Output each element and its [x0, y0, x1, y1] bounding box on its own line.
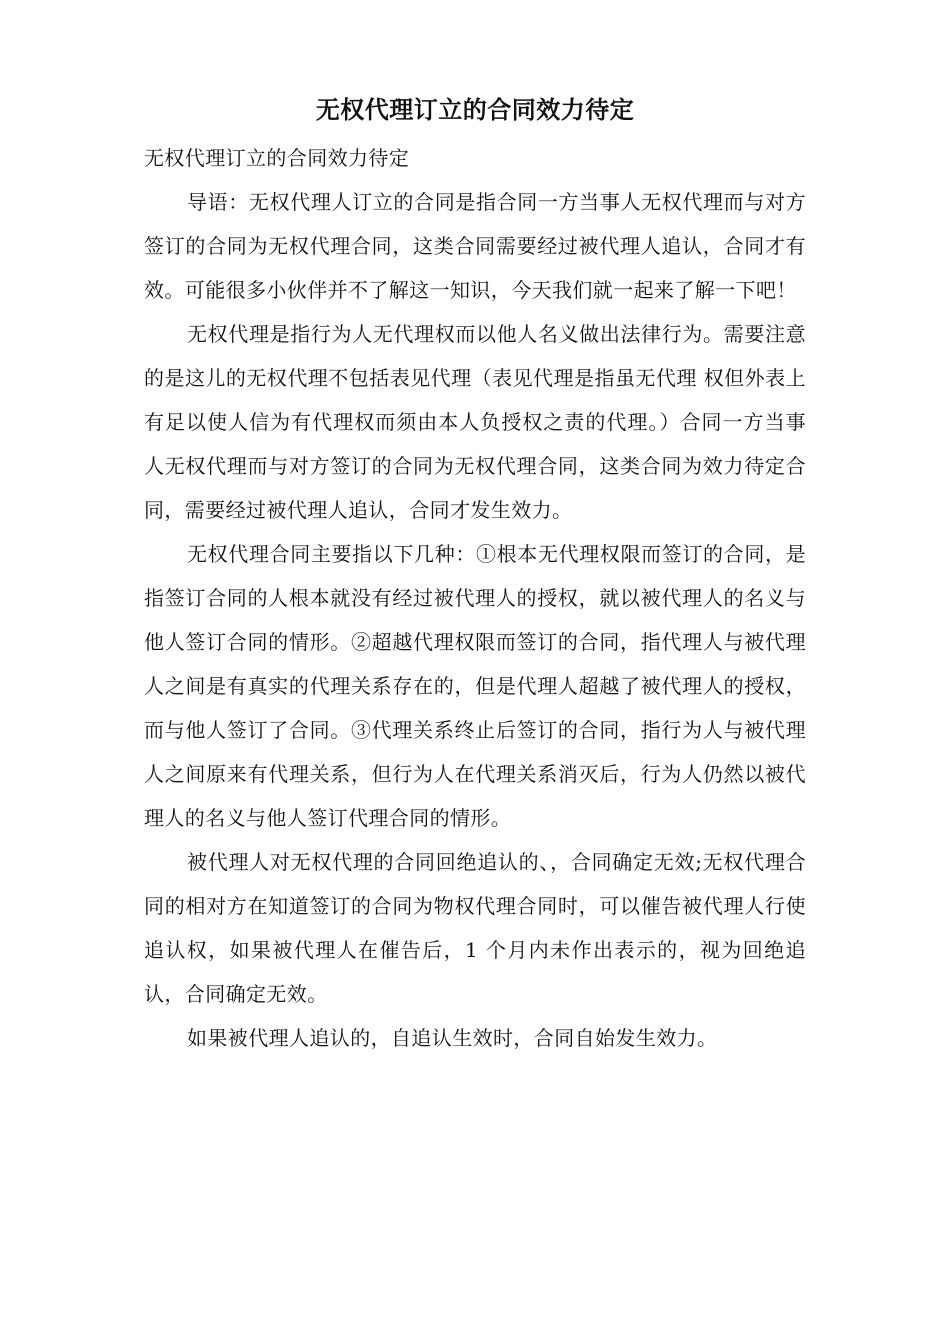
paragraph-definition: 无权代理是指行为人无代理权而以他人名义做出法律行为。需要注意的是这儿的无权代理不包括表见代理（表见代理是指虽无代理 权但外表上有足以使人信为有代理权而须由本人负授权之责的代理。）合同一方当事人无权代理而与对方签订的合同为无权代理合同，这类合同为效力待定合同，需要经过被代理人追认，合同才发生效力。 [144, 322, 806, 522]
paragraph-intro: 导语：无权代理人订立的合同是指合同一方当事人无权代理而与对方签订的合同为无权代理合同，这类合同需要经过被代理人追认，合同才有效。可能很多小伙伴并不了解这一知识，今天我们就一起来了解一下吧！ [144, 190, 806, 302]
paragraph-refusal: 被代理人对无权代理的合同回绝追认的、，合同确定无效;无权代理合同的相对方在知道签订的合同为物权代理合同时，可以催告被代理人行使追认权，如果被代理人在催告后，1 个月内未作出表示的，视为回绝追认，合同确定无效。 [144, 850, 806, 1006]
paragraph-types: 无权代理合同主要指以下几种：①根本无代理权限而签订的合同，是指签订合同的人根本就没有经过被代理人的授权，就以被代理人的名义与他人签订合同的情形。②超越代理权限而签订的合同，指代理人与被代理人之间是有真实的代理关系存在的，但是代理人超越了被代理人的授权，而与他人签订了合同。③代理关系终止后签订的合同，指行为人与被代理人之间原来有代理关系，但行为人在代理关系消灭后，行为人仍然以被代理人的名义与他人签订代理合同的情形。 [144, 542, 806, 830]
document-subtitle: 无权代理订立的合同效力待定 [144, 146, 410, 170]
paragraph-ratification: 如果被代理人追认的，自追认生效时，合同自始发生效力。 [187, 1026, 718, 1050]
document-title: 无权代理订立的合同效力待定 [315, 96, 635, 124]
document-body [144, 136, 806, 1060]
